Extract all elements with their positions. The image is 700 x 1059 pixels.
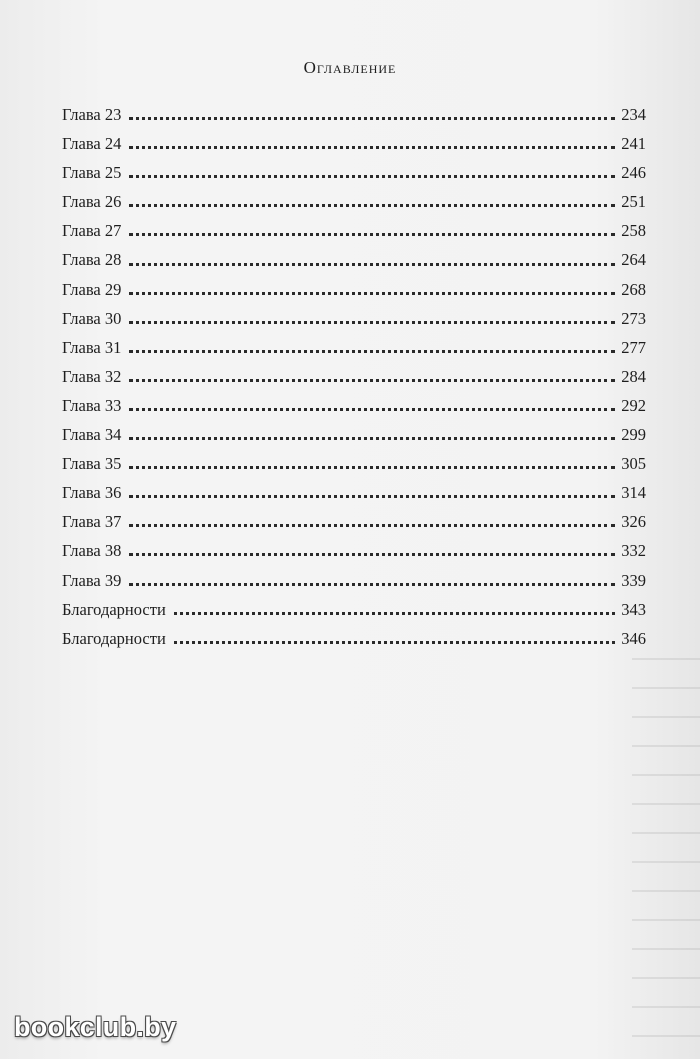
entry-label: Глава 24 xyxy=(62,134,122,154)
toc-entry xyxy=(62,362,646,391)
entry-page-number: 277 xyxy=(621,337,646,357)
toc-entry xyxy=(62,391,646,420)
entry-label: Благодарности xyxy=(62,599,166,619)
entry-page-number: 234 xyxy=(621,105,646,124)
dot-leader xyxy=(129,175,615,178)
entry-label: Глава 37 xyxy=(62,512,122,532)
toc-entry xyxy=(62,275,646,304)
toc-entry xyxy=(62,100,646,129)
entry-page-number: 246 xyxy=(621,163,646,183)
dot-leader xyxy=(129,437,615,440)
dot-leader xyxy=(129,233,615,236)
toc-entry xyxy=(62,420,646,449)
toc-entry xyxy=(62,478,646,507)
entry-page-number: 264 xyxy=(621,250,646,270)
dot-leader xyxy=(129,466,615,469)
entry-label: Глава 39 xyxy=(62,570,122,590)
entry-label: Глава 33 xyxy=(62,395,122,415)
entry-label: Глава 30 xyxy=(62,308,122,328)
toc-entry xyxy=(62,333,646,362)
dot-leader xyxy=(129,524,615,527)
show-through-text xyxy=(632,640,700,1059)
entry-page-number: 273 xyxy=(621,308,646,328)
entry-label: Глава 36 xyxy=(62,483,122,503)
dot-leader xyxy=(129,321,615,324)
toc-entry xyxy=(62,129,646,158)
entry-label: Глава 27 xyxy=(62,221,122,241)
dot-leader xyxy=(129,263,615,266)
entry-page-number: 332 xyxy=(621,541,646,561)
dot-leader xyxy=(174,612,615,615)
toc-entry xyxy=(62,187,646,216)
table-of-contents xyxy=(62,100,646,653)
entry-page-number: 241 xyxy=(621,134,646,154)
entry-label: Глава 38 xyxy=(62,541,122,561)
dot-leader xyxy=(129,292,615,295)
entry-label: Благодарности xyxy=(62,628,166,648)
entry-label: Глава 29 xyxy=(62,279,122,299)
dot-leader xyxy=(129,204,615,207)
toc-entry xyxy=(62,449,646,478)
entry-label: Глава 35 xyxy=(62,454,122,474)
entry-label: Глава 28 xyxy=(62,250,122,270)
toc-entry xyxy=(62,536,646,565)
entry-label: Глава 26 xyxy=(62,192,122,212)
toc-entry xyxy=(62,245,646,274)
dot-leader xyxy=(129,117,615,120)
toc-entry xyxy=(62,304,646,333)
entry-page-number: 284 xyxy=(621,366,646,386)
entry-page-number: 339 xyxy=(621,570,646,590)
dot-leader xyxy=(129,553,615,556)
dot-leader xyxy=(174,641,615,644)
dot-leader xyxy=(129,379,615,382)
entry-page-number: 268 xyxy=(621,279,646,299)
dot-leader xyxy=(129,408,615,411)
dot-leader xyxy=(129,495,615,498)
dot-leader xyxy=(129,583,615,586)
toc-entry xyxy=(62,566,646,595)
toc-entry xyxy=(62,595,646,624)
toc-entry xyxy=(62,624,646,653)
site-watermark: bookclub.by xyxy=(14,1012,177,1042)
dot-leader xyxy=(129,350,615,353)
entry-page-number: 299 xyxy=(621,425,646,445)
dot-leader xyxy=(129,146,615,149)
entry-page-number: 314 xyxy=(621,483,646,503)
entry-page-number: 251 xyxy=(621,192,646,212)
entry-page-number: 258 xyxy=(621,221,646,241)
entry-label: Глава 31 xyxy=(62,337,122,357)
entry-label: Глава 32 xyxy=(62,366,122,386)
entry-label: Глава 23 xyxy=(62,105,122,124)
entry-page-number: 346 xyxy=(621,628,646,648)
entry-label: Глава 25 xyxy=(62,163,122,183)
entry-page-number: 292 xyxy=(621,395,646,415)
toc-entry xyxy=(62,216,646,245)
page-title: Оглавление xyxy=(303,58,397,77)
entry-page-number: 343 xyxy=(621,599,646,619)
toc-entry xyxy=(62,507,646,536)
toc-entry xyxy=(62,158,646,187)
entry-label: Глава 34 xyxy=(62,425,122,445)
entry-page-number: 326 xyxy=(621,512,646,532)
entry-page-number: 305 xyxy=(621,454,646,474)
